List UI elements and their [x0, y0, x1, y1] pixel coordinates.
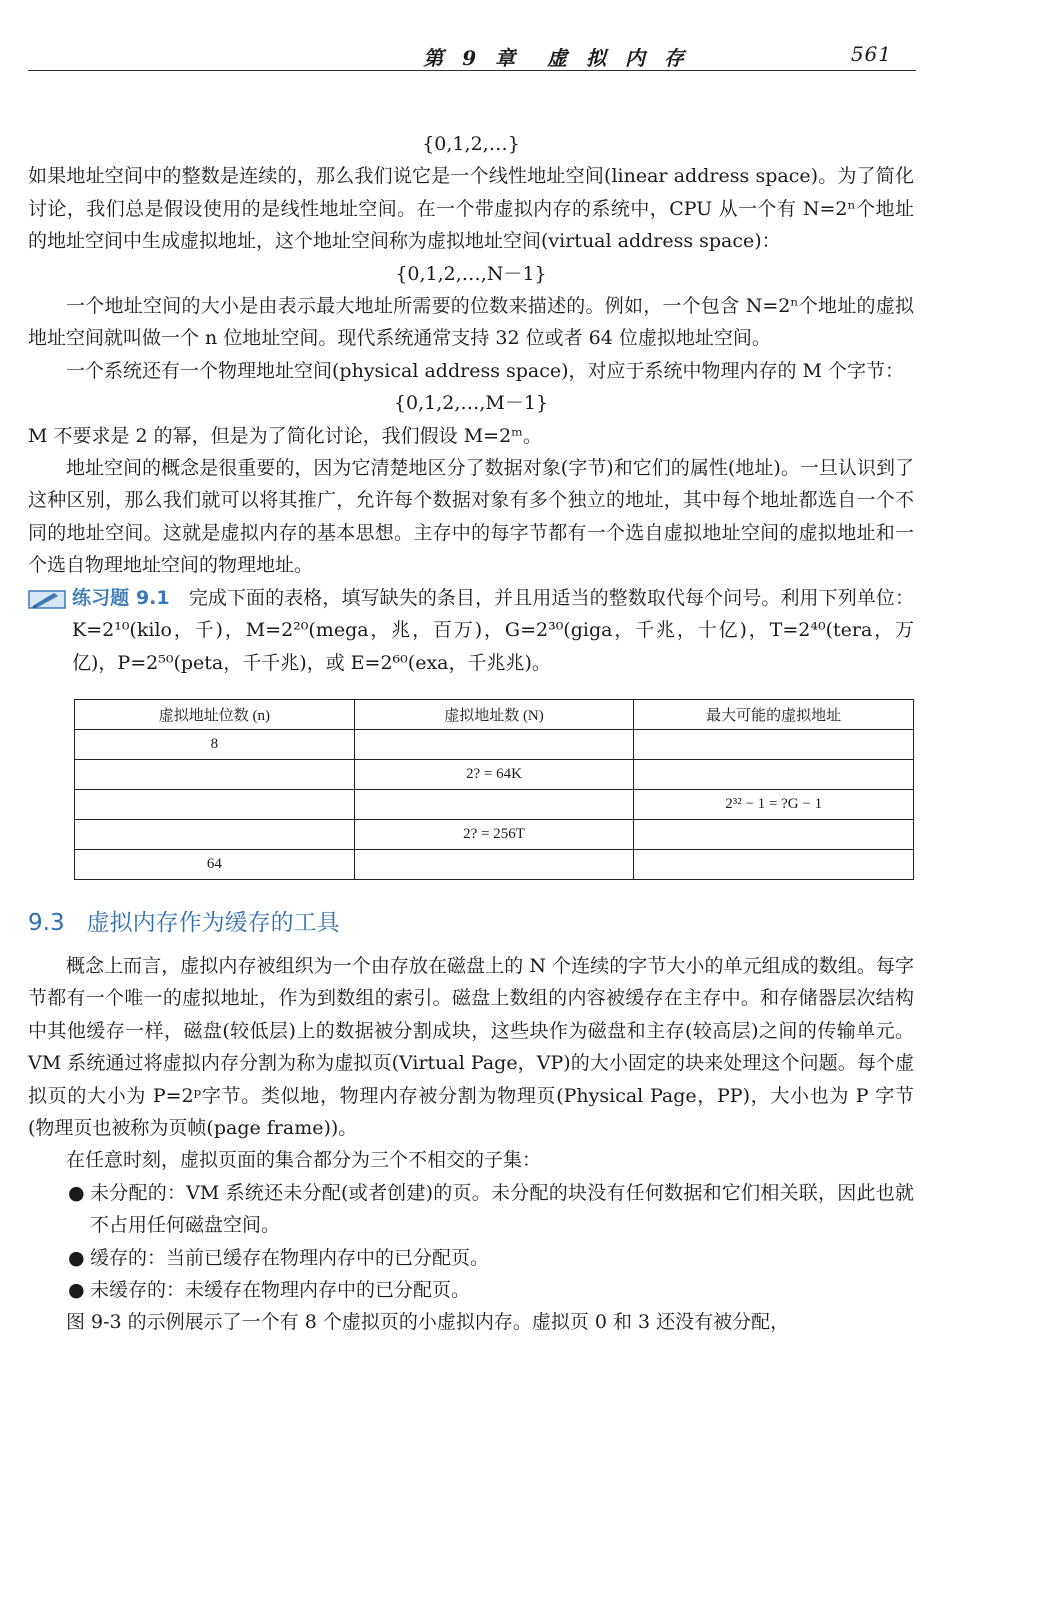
- bullet-dot-icon: ●: [68, 1181, 85, 1204]
- paragraph-m-power-of-two: M 不要求是 2 的幂，但是为了简化讨论，我们假设 M=2ᵐ。: [28, 424, 542, 447]
- exercise-text: 完成下面的表格，填写缺失的条目，并且用适当的整数取代每个问号。利用下列单位：K=2¹⁰(kilo，千)，M=2²⁰(mega，兆，百万)，G=2³⁰(giga，千兆，十亿)，T=2⁴⁰(tera，万亿)，P=2⁵⁰(peta，千千兆)，或 E=2⁶⁰(exa，千兆兆)。: [72, 586, 914, 674]
- paragraph-address-space-concept: 地址空间的概念是很重要的，因为它清楚地区分了数据对象(字节)和它们的属性(地址)。一旦认识到了这种区别，那么我们就可以将其推广，允许每个数据对象有多个独立的地址，其中每个地址都选自一个不同的地址空间。这就是虚拟内存的基本思想。主存中的每字节都有一个选自虚拟地址空间的虚拟地址和一个选自物理地址空间的物理地址。: [28, 457, 914, 577]
- list-item: ● 缓存的：当前已缓存在物理内存中的已分配页。: [28, 1242, 914, 1274]
- list-item: ● 未缓存的：未缓存在物理内存中的已分配页。: [28, 1274, 914, 1306]
- list-item: ● 未分配的：VM 系统还未分配(或者创建)的页。未分配的块没有任何数据和它们相关联，因此也就不占用任何磁盘空间。: [28, 1177, 914, 1242]
- table-cell: 64: [75, 849, 355, 879]
- table-cell: [354, 849, 634, 879]
- exercise-table: [74, 699, 914, 880]
- paragraph-subsets-intro: 在任意时刻，虚拟页面的集合都分为三个不相交的子集：: [66, 1149, 542, 1172]
- table-row: [75, 789, 914, 819]
- set-expression-1: {0,1,2,…}: [422, 133, 520, 155]
- table-row: [75, 849, 914, 879]
- exercise-label: 练习题 9.1: [72, 586, 170, 609]
- paragraph-physical-address-space: 一个系统还有一个物理地址空间(physical address space)，对应于系统中物理内存的 M 个字节：: [66, 359, 905, 382]
- page-header: [28, 36, 916, 71]
- set-expression-2: {0,1,2,…,N－1}: [395, 262, 547, 285]
- table-cell: [634, 819, 914, 849]
- paragraph-figure-reference: 图 9-3 的示例展示了一个有 8 个虚拟页的小虚拟内存。虚拟页 0 和 3 还没有被分配，: [66, 1311, 790, 1334]
- table-cell: [354, 729, 634, 759]
- table-row: [75, 819, 914, 849]
- table-cell: [354, 789, 634, 819]
- table-header-cell: 虚拟地址数 (N): [354, 699, 634, 729]
- bullet-dot-icon: ●: [68, 1246, 85, 1269]
- section-number: 9.3: [28, 909, 65, 936]
- table-cell: [75, 819, 355, 849]
- paragraph-address-space-size: 一个地址空间的大小是由表示最大地址所需要的位数来描述的。例如，一个包含 N=2ⁿ个地址的虚拟地址空间就叫做一个 n 位地址空间。现代系统通常支持 32 位或者 64 位虚拟地址空间。: [28, 295, 914, 350]
- table-cell: 2? = 64K: [354, 759, 634, 789]
- paragraph-linear-address-space: 如果地址空间中的整数是连续的，那么我们说它是一个线性地址空间(linear address space)。为了简化讨论，我们总是假设使用的是线性地址空间。在一个带虚拟内存的系统中，CPU 从一个有 N=2ⁿ个地址的地址空间中生成虚拟地址，这个地址空间称为虚拟地址空间(virtual address space)：: [28, 165, 914, 253]
- paragraph-vm-as-cache: 概念上而言，虚拟内存被组织为一个由存放在磁盘上的 N 个连续的字节大小的单元组成的数组。每字节都有一个唯一的虚拟地址，作为到数组的索引。磁盘上数组的内容被缓存在主存中。和存储器层次结构中其他缓存一样，磁盘(较低层)上的数据被分割成块，这些块作为磁盘和主存(较高层)之间的传输单元。VM 系统通过将虚拟内存分割为称为虚拟页(Virtual Page，VP)的大小固定的块来处理这个问题。每个虚拟页的大小为 P=2ᵖ字节。类似地，物理内存被分割为物理页(Physical Page，PP)，大小也为 P 字节(物理页也被称为页帧(page frame))。: [28, 954, 914, 1139]
- pen-writing-icon: [28, 588, 66, 614]
- chapter-title: 第 9 章 虚 拟 内 存: [423, 46, 690, 70]
- page-content: [28, 128, 914, 1339]
- set-expression-3: {0,1,2,…,M－1}: [393, 392, 549, 415]
- table-cell: [75, 789, 355, 819]
- table-header-cell: 最大可能的虚拟地址: [634, 699, 914, 729]
- table-header-cell: 虚拟地址位数 (n): [75, 699, 355, 729]
- section-heading: [28, 904, 914, 950]
- table-row: [75, 759, 914, 789]
- table-cell: [634, 849, 914, 879]
- section-title: 虚拟内存作为缓存的工具: [86, 909, 340, 936]
- page-number: 561: [850, 42, 892, 66]
- table-cell: 2? = 256T: [354, 819, 634, 849]
- exercise-block: [28, 582, 914, 679]
- table-cell: 8: [75, 729, 355, 759]
- table-header-row: [75, 699, 914, 729]
- table-cell: 2³² − 1 = ?G − 1: [634, 789, 914, 819]
- table-cell: [634, 759, 914, 789]
- bullet-dot-icon: ●: [68, 1278, 85, 1301]
- table-cell: [634, 729, 914, 759]
- table-row: [75, 729, 914, 759]
- table-cell: [75, 759, 355, 789]
